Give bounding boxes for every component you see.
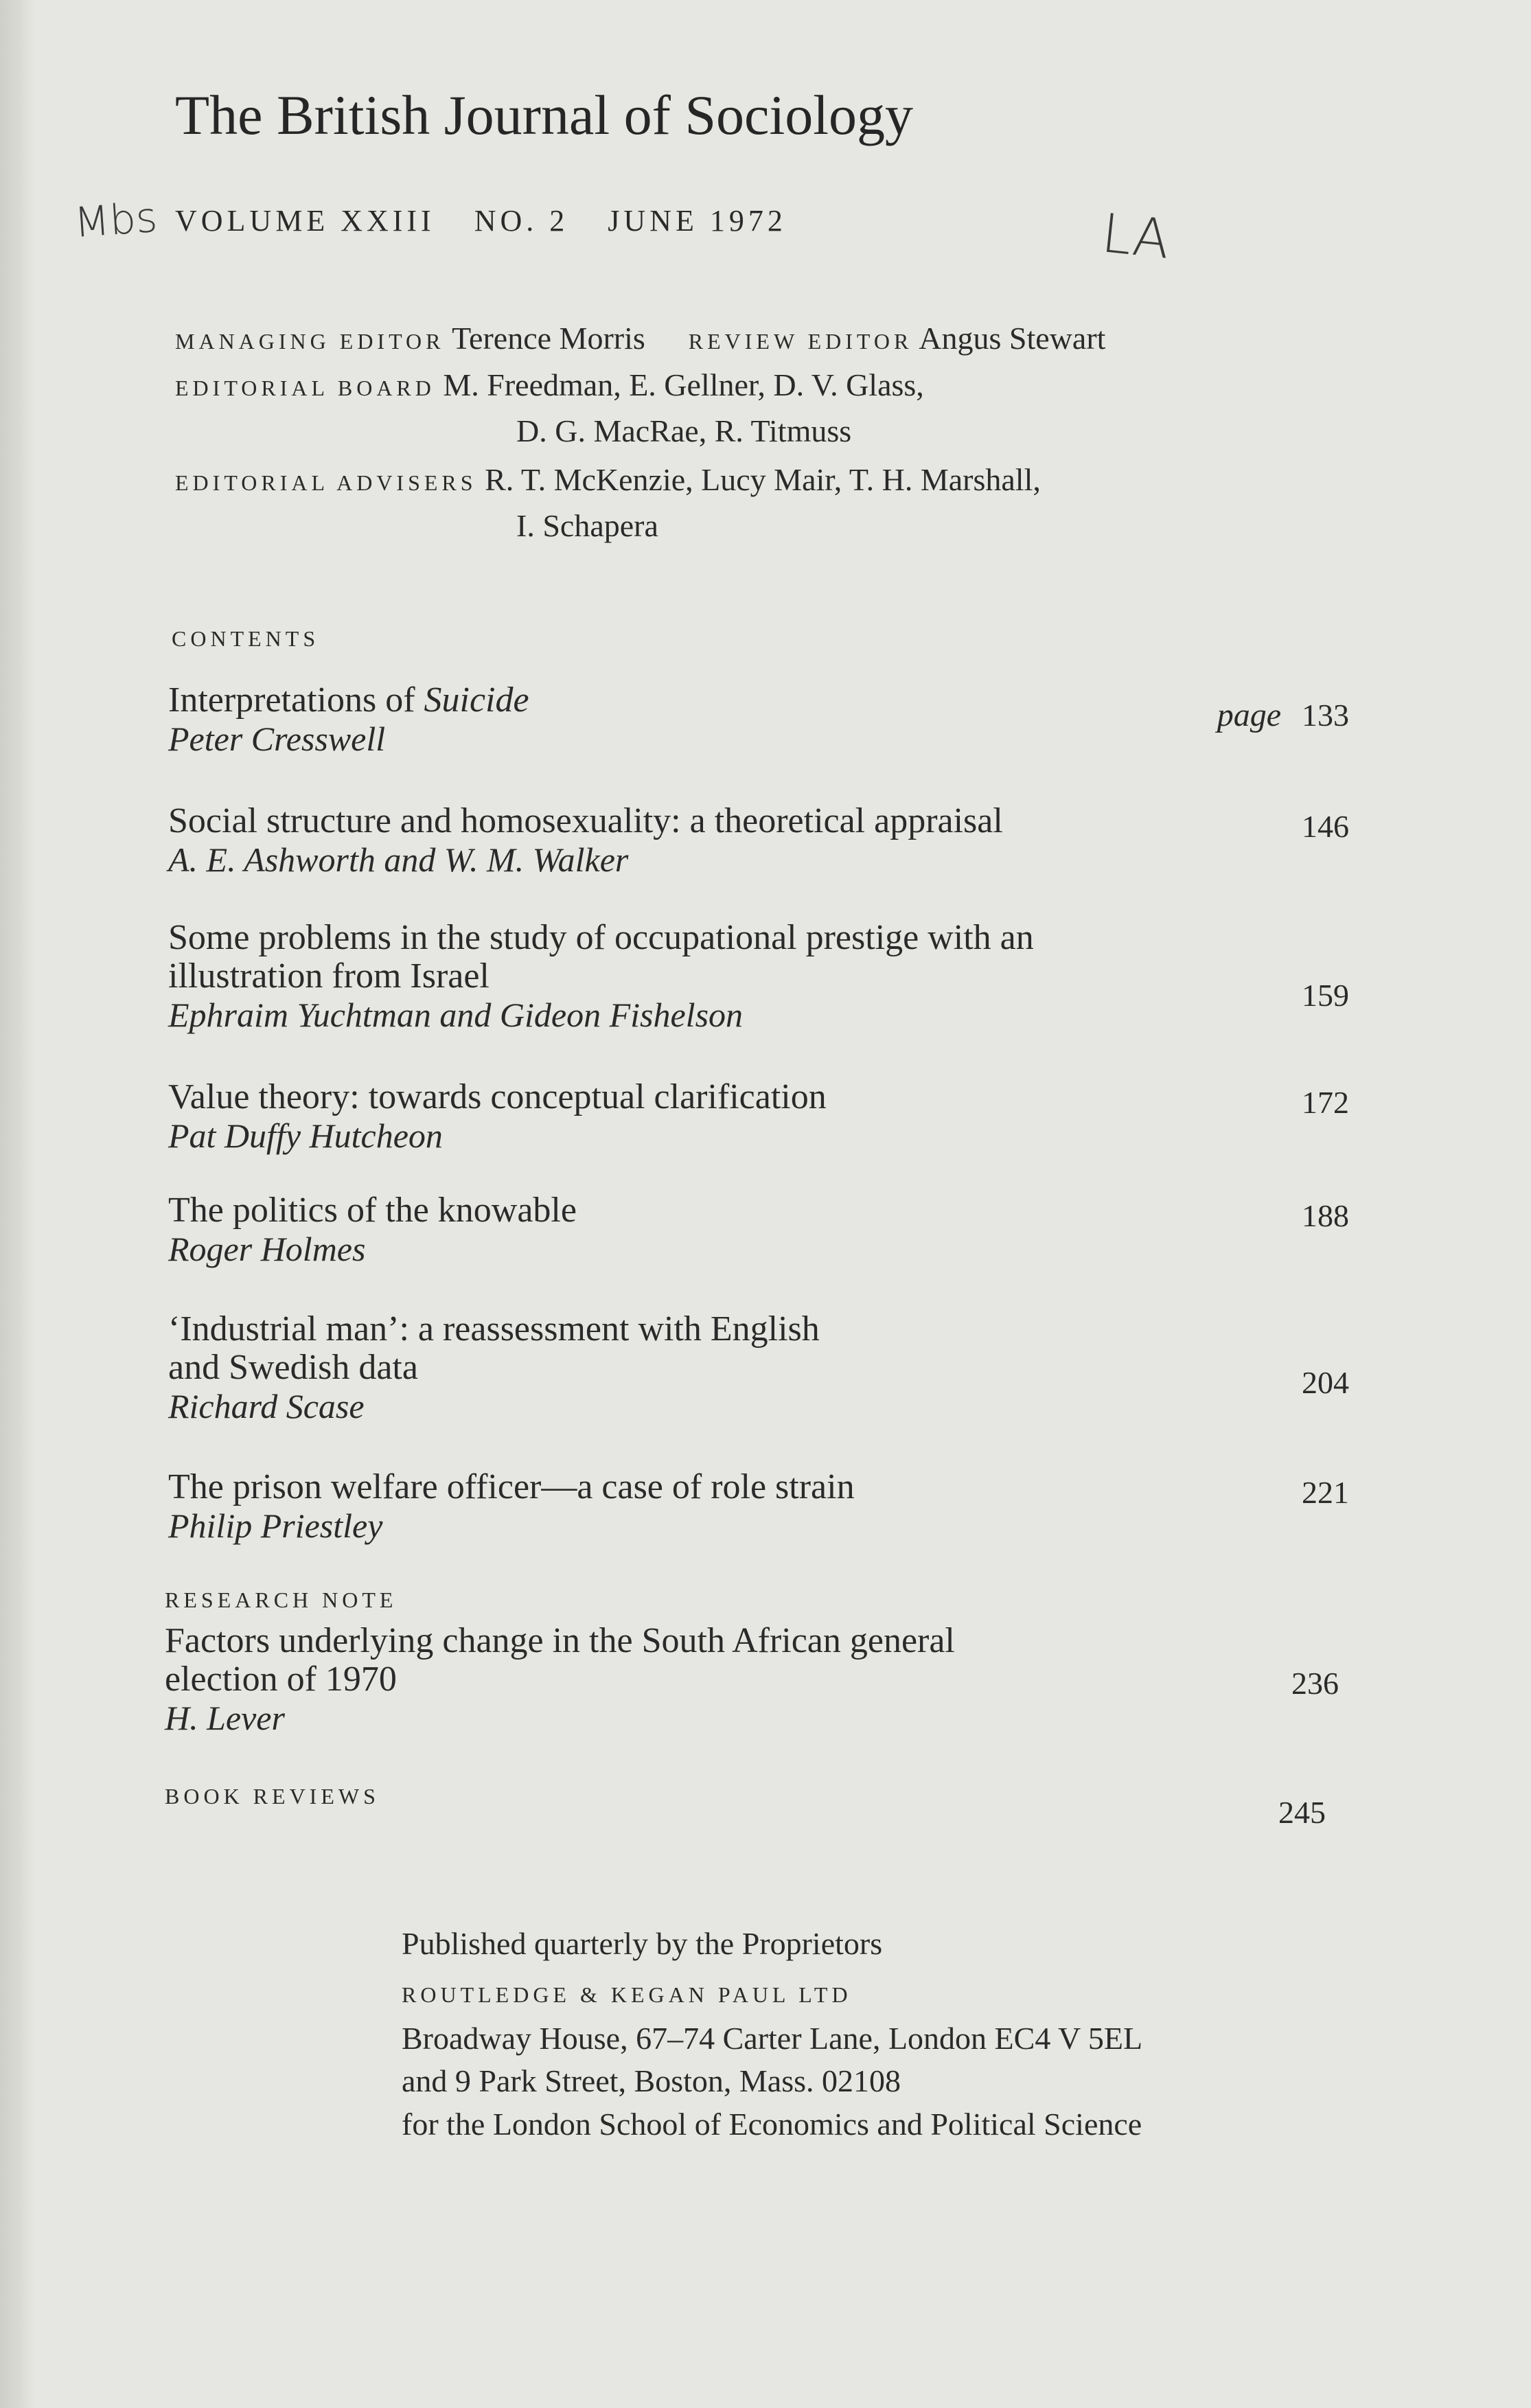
article-title-line-2: illustration from Israel xyxy=(168,956,490,996)
review-editor-name: Angus Stewart xyxy=(919,321,1106,356)
publisher-institution: for the London School of Economics and Political Science xyxy=(402,2107,1142,2142)
masthead-line-2 xyxy=(175,364,924,409)
article-author: Richard Scase xyxy=(168,1387,365,1425)
toc-entry xyxy=(168,1078,1349,1155)
editorial-board-label: EDITORIAL BOARD xyxy=(175,376,435,400)
article-page: 221 xyxy=(1302,1475,1349,1510)
editorial-advisers-names-1: R. T. McKenzie, Lucy Mair, T. H. Marshall, xyxy=(485,462,1041,497)
review-editor-label: REVIEW EDITOR xyxy=(688,329,913,354)
article-page: 146 xyxy=(1302,809,1349,844)
publisher-address-2: and 9 Park Street, Boston, Mass. 02108 xyxy=(402,2063,901,2098)
toc-entry xyxy=(168,919,1349,1034)
publisher-name: ROUTLEDGE & KEGAN PAUL LTD xyxy=(402,1982,852,2007)
editorial-board-names-1: M. Freedman, E. Gellner, D. V. Glass, xyxy=(443,367,924,402)
managing-editor-label: MANAGING EDITOR xyxy=(175,329,445,354)
issue-number: NO. 2 xyxy=(474,204,569,238)
article-title: The politics of the knowable xyxy=(168,1191,577,1230)
masthead-line-3 xyxy=(175,459,1041,504)
contents-heading: CONTENTS xyxy=(172,626,320,651)
article-author: Pat Duffy Hutcheon xyxy=(168,1116,443,1155)
article-page: 188 xyxy=(1302,1198,1349,1233)
article-author: A. E. Ashworth and W. M. Walker xyxy=(168,840,629,879)
handwritten-note-right: LA xyxy=(1098,203,1173,271)
article-author: Ephraim Yuchtman and Gideon Fishelson xyxy=(168,996,744,1034)
toc-entry xyxy=(168,681,1349,758)
research-note-title-line-2: election of 1970 xyxy=(165,1660,397,1699)
article-page: 204 xyxy=(1302,1365,1349,1400)
book-spine-shadow xyxy=(0,0,34,2408)
article-title: Interpretations of Suicide xyxy=(168,680,529,720)
editorial-board-names-2: D. G. MacRae, R. Titmuss xyxy=(516,413,852,448)
masthead-line-1 xyxy=(175,317,1105,363)
journal-title: The British Journal of Sociology xyxy=(175,84,914,146)
article-page: page 133 xyxy=(1217,697,1349,733)
issue-date: JUNE 1972 xyxy=(608,204,787,238)
article-page: 159 xyxy=(1302,978,1349,1013)
editorial-advisers-names-2: I. Schapera xyxy=(516,508,658,543)
toc-entry xyxy=(168,1191,1349,1268)
book-reviews-heading: BOOK REVIEWS xyxy=(165,1784,380,1809)
article-page: 172 xyxy=(1302,1085,1349,1120)
issue-volume: VOLUME XXIII xyxy=(175,204,435,238)
publisher-line-1: Published quarterly by the Proprietors xyxy=(402,1926,883,1961)
article-title: Value theory: towards conceptual clarification xyxy=(168,1077,827,1116)
research-note-author: H. Lever xyxy=(165,1699,285,1737)
toc-entry xyxy=(168,802,1349,879)
managing-editor-name: Terence Morris xyxy=(452,321,645,356)
article-author: Peter Cresswell xyxy=(168,720,386,758)
editorial-advisers-label: EDITORIAL ADVISERS xyxy=(175,470,477,495)
article-author: Roger Holmes xyxy=(168,1230,366,1268)
publisher-address-1: Broadway House, 67–74 Carter Lane, London EC4 V 5EL xyxy=(402,2021,1143,2056)
research-note-entry xyxy=(165,1622,1339,1737)
toc-entry xyxy=(168,1310,1349,1425)
article-title: Social structure and homosexuality: a theoretical appraisal xyxy=(168,801,1003,840)
article-title-line-1: ‘Industrial man’: a reassessment with English xyxy=(168,1309,820,1349)
article-title: The prison welfare officer—a case of role strain xyxy=(168,1467,855,1506)
issue-line xyxy=(175,200,814,242)
article-title-line-2: and Swedish data xyxy=(168,1348,418,1387)
book-reviews-page: 245 xyxy=(1278,1795,1326,1830)
research-note-title-line-1: Factors underlying change in the South African general xyxy=(165,1621,955,1660)
research-note-heading: RESEARCH NOTE xyxy=(165,1587,398,1612)
research-note-page: 236 xyxy=(1291,1666,1339,1701)
toc-entry xyxy=(168,1468,1349,1545)
article-author: Philip Priestley xyxy=(168,1506,383,1545)
handwritten-note-left: Mbs xyxy=(72,193,159,248)
article-title-line-1: Some problems in the study of occupational prestige with an xyxy=(168,918,1034,957)
